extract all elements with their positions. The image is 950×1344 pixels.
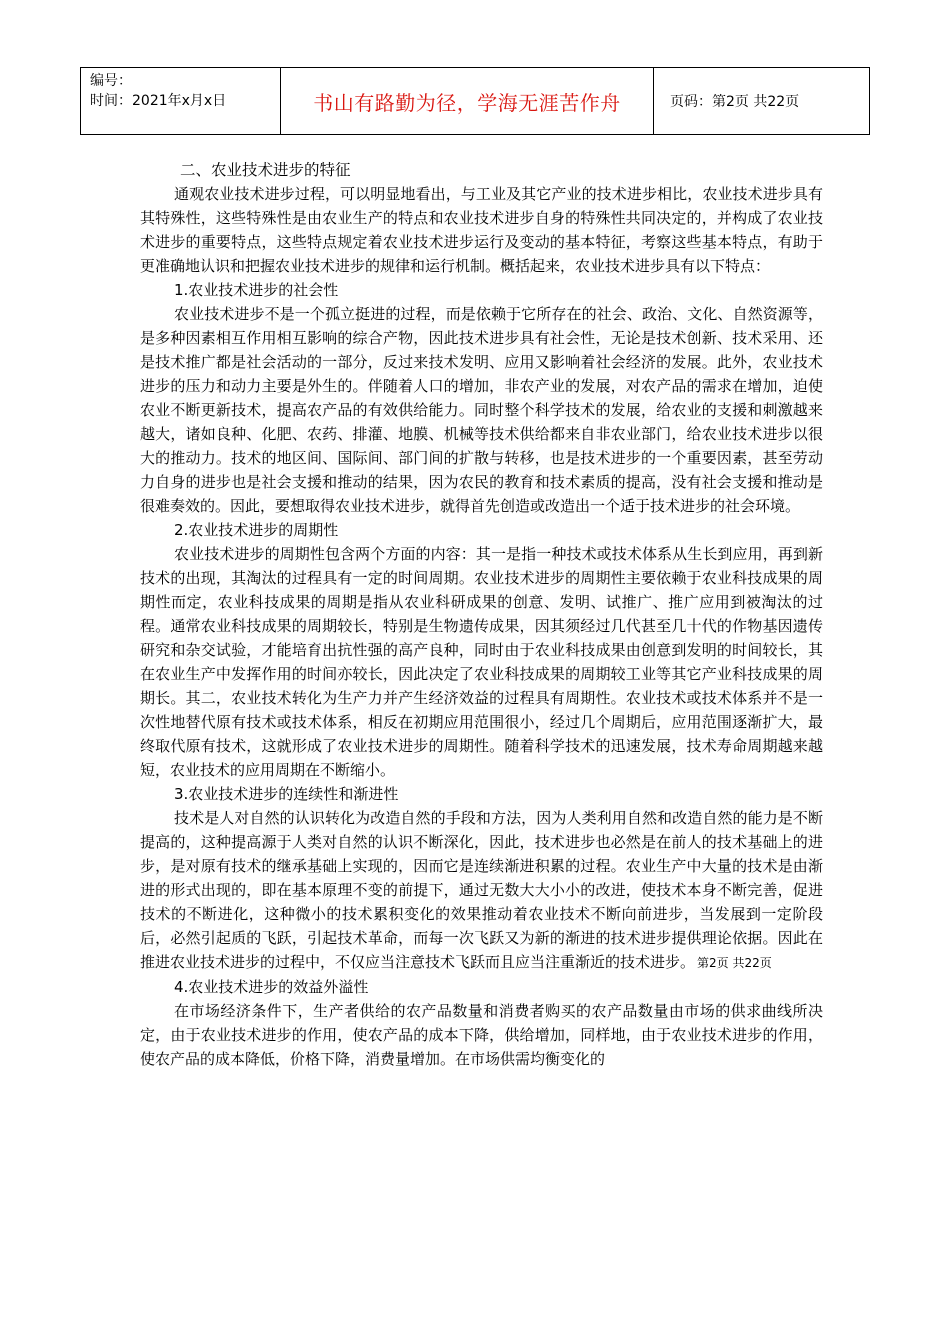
subheading-cyclical: 2.农业技术进步的周期性 (174, 521, 339, 539)
paragraph-social: 农业技术进步不是一个孤立挺进的过程，而是依赖于它所存在的社会、政治、文化、自然资源等，是多种因素相互作用相互影响的综合产物，因此技术进步具有社会性，无论是技术创新、技术采用、还是技术推广都是社会活动的一部分，反过来技术发明、应用又影响着社会经济的发展。此外，农业技术进步的压力和动力主要是外生的。伴随着人口的增加，非农产业的发展，对农产品的需求在增加，迫使农业不断更新技术，提高农产品的有效供给能力。同时整个科学技术的发展，给农业的支援和刺激越来越大，诸如良种、化肥、农药、排灌、地膜、机械等技术供给都来自非农业部门，给农业技术进步以很大的推动力。技术的地区间、国际间、部门间的扩散与转移，也是技术进步的一个重要因素，甚至劳动力自身的进步也是社会支援和推动的结果，因为农民的教育和技术素质的提高，没有社会支援和推动是很难奏效的。因此，要想取得农业技术进步，就得首先创造或改造出一个适于技术进步的社会环境。 (140, 305, 823, 515)
header-info-cell (81, 68, 281, 134)
subheading-spillover: 4.农业技术进步的效益外溢性 (174, 978, 369, 996)
paragraph-continuity (140, 806, 823, 975)
header-table (80, 67, 870, 135)
paragraph-cyclical: 农业技术进步的周期性包含两个方面的内容：其一是指一种技术或技术体系从生长到应用，再到新技术的出现，其淘汰的过程具有一定的时间周期。农业技术进步的周期性主要依赖于农业科技成果的周期性而定，农业科技成果的周期是指从农业科研成果的创意、发明、试推广、推广应用到被淘汰的过程。通常农业科技成果的周期较长，特别是生物遗传成果，因其须经过几代甚至几十代的作物基因遗传研究和杂交试验，才能培育出抗性强的高产良种，同时由于农业科技成果由创意到发明的时间较长，其在农业生产中发挥作用的时间亦较长，因此决定了农业科技成果的周期较工业等其它产业科技成果的周期长。其二，农业技术转化为生产力并产生经济效益的过程具有周期性。农业技术或技术体系并不是一次性地替代原有技术或技术体系，相反在初期应用范围很小，经过几个周期后，应用范围逐渐扩大，最终取代原有技术，这就形成了农业技术进步的周期性。随着科学技术的迅速发展，技术寿命周期越来越短，农业技术的应用周期在不断缩小。 (140, 545, 823, 779)
header-motto-cell (281, 68, 654, 134)
page-mark: 第2页 共22页 (697, 956, 772, 970)
document-body (140, 158, 823, 1071)
subheading-social: 1.农业技术进步的社会性 (174, 281, 339, 299)
header-page-cell (654, 68, 869, 134)
paragraph-spillover: 在市场经济条件下，生产者供给的农产品数量和消费者购买的农产品数量由市场的供求曲线所决定，由于农业技术进步的作用，使农产品的成本下降，供给增加，同样地，由于农业技术进步的作用，使农产品的成本降低，价格下降，消费量增加。在市场供需均衡变化的 (140, 1002, 823, 1068)
motto: 书山有路勤为径，学海无涯苦作舟 (313, 90, 621, 115)
number-label: 编号： (90, 73, 132, 89)
time-label: 时间：2021年x月x日 (90, 93, 227, 109)
subheading-continuity: 3.农业技术进步的连续性和渐进性 (174, 785, 399, 803)
page-label: 页码：第2页 共22页 (670, 94, 800, 110)
paragraph-continuity-text: 技术是人对自然的认识转化为改造自然的手段和方法，因为人类利用自然和改造自然的能力是不断提高的，这种提高源于人类对自然的认识不断深化，因此，技术进步也必然是在前人的技术基础上的进步，是对原有技术的继承基础上实现的，因而它是连续渐进积累的过程。农业生产中大量的技术是由渐进的形式出现的，即在基本原理不变的前提下，通过无数大大小小的改进，使技术本身不断完善，促进技术的不断进化，这种微小的技术累积变化的效果推动着农业技术不断向前进步，当发展到一定阶段后，必然引起质的飞跃，引起技术革命，而每一次飞跃又为新的渐进的技术进步提供理论依据。因此在推进农业技术进步的过程中，不仅应当注意技术飞跃而且应当注重渐近的技术进步。 (140, 809, 823, 971)
section-title: 二、农业技术进步的特征 (180, 161, 351, 179)
intro-paragraph: 通观农业技术进步过程，可以明显地看出，与工业及其它产业的技术进步相比，农业技术进步具有其特殊性，这些特殊性是由农业生产的特点和农业技术进步自身的特殊性共同决定的，并构成了农业技术进步的重要特点，这些特点规定着农业技术进步运行及变动的基本特征，考察这些基本特点，有助于更准确地认识和把握农业技术进步的规律和运行机制。概括起来，农业技术进步具有以下特点： (140, 185, 823, 275)
